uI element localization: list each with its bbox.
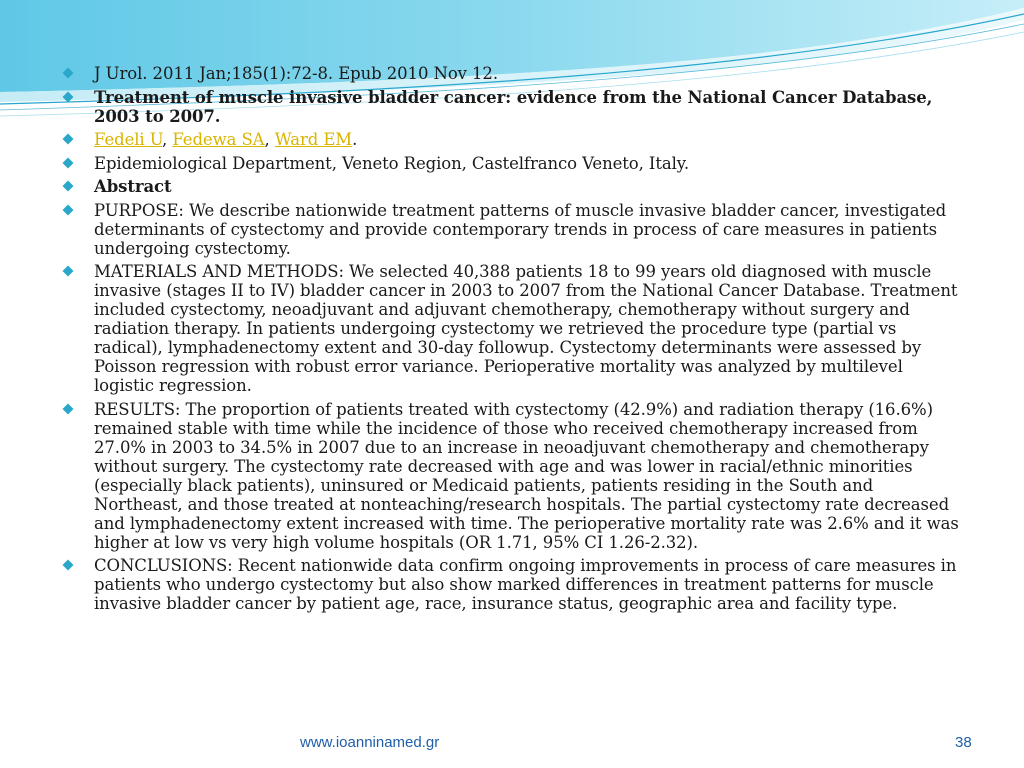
bullet-icon: [62, 157, 74, 169]
bullet-icon: [62, 403, 74, 415]
bullet-item: [62, 177, 962, 196]
bullet-item: [62, 556, 962, 613]
bullet-heading: Abstract: [94, 177, 172, 196]
slide-content: [62, 64, 962, 618]
page-number: 38: [955, 734, 972, 751]
bullet-item: [62, 262, 962, 395]
author-link[interactable]: Fedeli U: [94, 130, 163, 149]
bullet-text: Epidemiological Department, Veneto Region, Castelfranco Veneto, Italy.: [94, 153, 689, 173]
bullet-icon: [62, 91, 74, 103]
footer-url[interactable]: www.ioanninamed.gr: [300, 734, 440, 751]
bullet-icon: [62, 180, 74, 192]
author-list-end: .: [352, 130, 358, 149]
bullet-icon: [62, 559, 74, 571]
bullet-icon: [62, 265, 74, 277]
bullet-icon: [62, 67, 74, 79]
bullet-text: CONCLUSIONS: Recent nationwide data confirm ongoing improvements in process of care measures in patients who undergo cystectomy but also show marked differences in treatment patterns for muscle invasive bladder cancer by patient age, race, insurance status, geographic area and facility type.: [94, 556, 957, 613]
bullet-icon: [62, 133, 74, 145]
bullet-text: PURPOSE: We describe nationwide treatment patterns of muscle invasive bladder cancer, investigated determinants of cystectomy and provide contemporary trends in process of care measures in patients undergoing cystectomy.: [94, 200, 947, 258]
bullet-text: J Urol. 2011 Jan;185(1):72-8. Epub 2010 Nov 12.: [94, 64, 498, 83]
author-link[interactable]: Ward EM: [274, 130, 353, 149]
bullet-item: [62, 88, 962, 126]
bullet-text: MATERIALS AND METHODS: We selected 40,388 patients 18 to 99 years old diagnosed with muscle invasive (stages II to IV) bladder cancer in 2003 to 2007 from the National Cancer Database. Treatment included cystectomy, neoadjuvant and adjuvant chemotherapy, chemotherapy without surgery and radiation therapy. In patients undergoing cystectomy we retrieved the procedure type (partial vs radical), lymphadenectomy extent and 30-day followup. Cystectomy determinants were assessed by Poisson regression with robust error variance. Perioperative mortality was analyzed by multilevel logistic regression.: [94, 262, 958, 395]
author-separator: ,: [264, 130, 275, 149]
bullet-item: [62, 130, 962, 149]
bullet-item: [62, 64, 962, 83]
bullet-item: [62, 154, 962, 173]
author-separator: ,: [162, 130, 173, 149]
bullet-heading: Treatment of muscle invasive bladder cancer: evidence from the National Cancer Database, 2003 to 2007.: [94, 87, 933, 126]
bullet-icon: [62, 204, 74, 216]
bullet-item: [62, 400, 962, 552]
author-list: [94, 130, 357, 149]
bullet-list: [62, 64, 962, 613]
bullet-text: RESULTS: The proportion of patients treated with cystectomy (42.9%) and radiation therapy (16.6%) remained stable with time while the incidence of those who received chemotherapy increased from 27.0% in 2003 to 34.5% in 2007 due to an increase in neoadjuvant chemotherapy and chemotherapy without surgery. The cystectomy rate decreased with age and was lower in racial/ethnic minorities (especially black patients), uninsured or Medicaid patients, patients residing in the South and Northeast, and those treated at nonteaching/research hospitals. The partial cystectomy rate decreased and lymphadenectomy extent increased with time. The perioperative mortality rate was 2.6% and it was higher at low vs very high volume hospitals (OR 1.71, 95% CI 1.26-2.32).: [94, 399, 959, 552]
author-link[interactable]: Fedewa SA: [172, 130, 265, 149]
bullet-item: [62, 201, 962, 258]
